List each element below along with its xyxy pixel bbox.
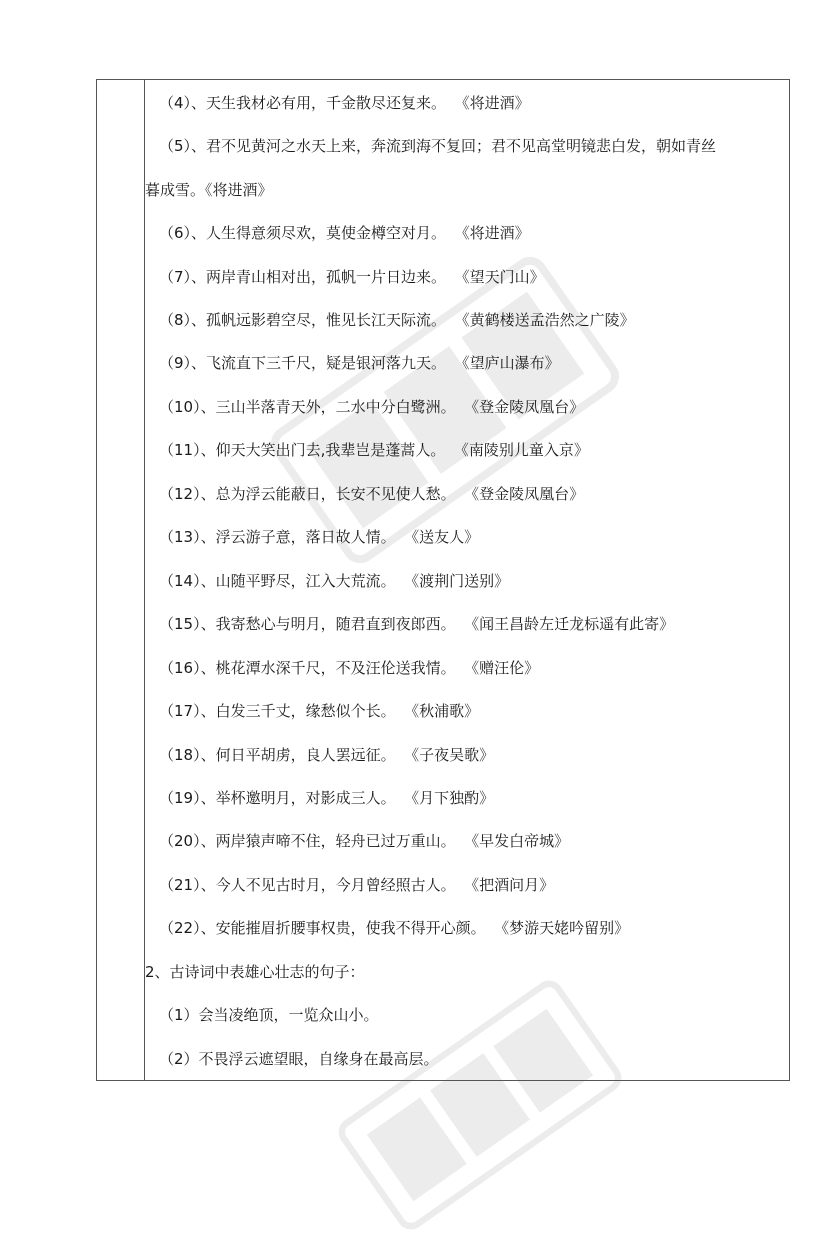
line-source: 《子夜吴歌》 <box>411 746 495 764</box>
line-number: （2） <box>159 1050 199 1068</box>
line-number: （4） <box>159 94 192 112</box>
line-number: （10） <box>159 398 201 416</box>
line-text: 、孤帆远影碧空尽，惟见长江天际流。 <box>191 311 447 329</box>
line-source: 《黄鹤楼送孟浩然之广陵》 <box>462 311 635 329</box>
line-text: 、浮云游子意，落日故人情。 <box>200 528 396 546</box>
poem-line <box>159 93 530 113</box>
poem-line <box>159 267 545 287</box>
poem-line <box>159 701 479 721</box>
line-number: （8） <box>159 311 192 329</box>
line-source: 《早发白帝城》 <box>471 832 570 850</box>
line-text: 、山随平野尽，江入大荒流。 <box>200 572 396 590</box>
line-source: 《送友人》 <box>411 528 480 546</box>
line-number: （1） <box>159 1006 199 1024</box>
line-source: 《渡荆门送别》 <box>411 572 510 590</box>
section-heading <box>145 962 365 982</box>
line-source: 《将进酒》 <box>462 224 530 242</box>
poem-line <box>159 397 584 417</box>
poem-line <box>159 484 584 504</box>
poem-line <box>159 310 635 330</box>
line-text: 、飞流直下三千尺，疑是银河落九天。 <box>191 354 447 372</box>
poem-line <box>159 788 494 808</box>
poem-line <box>159 658 539 678</box>
line-text: 、天生我材必有用，千金散尽还复来。 <box>191 94 447 112</box>
line-text: 不畏浮云遮望眼，自缘身在最高层。 <box>198 1050 439 1068</box>
line-text: 、白发三千丈，缘愁似个长。 <box>200 702 396 720</box>
poem-line <box>159 831 569 851</box>
line-source: 《月下独酌》 <box>411 789 495 807</box>
line-number: （16） <box>159 659 201 677</box>
line-number: （5） <box>159 137 192 155</box>
line-number: （13） <box>159 528 201 546</box>
line-text: 、举杯邀明月，对影成三人。 <box>200 789 396 807</box>
line-text: 、我寄愁心与明月，随君直到夜郎西。 <box>200 615 456 633</box>
line-text: 、君不见黄河之水天上来，奔流到海不复回；君不见高堂明镜悲白发，朝如青丝 <box>191 137 717 155</box>
line-number: （17） <box>159 702 201 720</box>
line-text: 、何日平胡虏，良人罢远征。 <box>200 746 396 764</box>
line-source: 《望天门山》 <box>462 268 545 286</box>
line-text: 、总为浮云能蔽日，长安不见使人愁。 <box>200 485 456 503</box>
line-number: （15） <box>159 615 201 633</box>
line-text: 、两岸青山相对出，孤帆一片日边来。 <box>191 268 447 286</box>
content-table <box>96 79 790 1081</box>
line-number: （22） <box>159 919 201 937</box>
line-source: 《秋浦歌》 <box>411 702 480 720</box>
line-source: 《把酒问月》 <box>471 876 555 894</box>
line-text: 、三山半落青天外，二水中分白鹭洲。 <box>200 398 456 416</box>
line-source: 《南陵别儿童入京》 <box>461 441 589 459</box>
line-text: 会当凌绝顶，一览众山小。 <box>198 1006 379 1024</box>
line-number: （18） <box>159 746 201 764</box>
poem-line <box>159 571 509 591</box>
line-number: （19） <box>159 789 201 807</box>
line-number: （6） <box>159 224 192 242</box>
line-source: 《登金陵凤凰台》 <box>471 398 585 416</box>
line-source: 《闻王昌龄左迁龙标遥有此寄》 <box>471 615 675 633</box>
line-text: 、仰天大笑出门去,我辈岂是蓬蒿人。 <box>200 441 446 459</box>
line-number: （9） <box>159 354 192 372</box>
line-source: 《赠汪伦》 <box>471 659 540 677</box>
line-text: 暮成雪。 <box>145 181 206 199</box>
poem-line <box>159 223 530 243</box>
line-number: （14） <box>159 572 201 590</box>
table-content-cell <box>145 80 789 1080</box>
line-text: 、人生得意须尽欢，莫使金樽空对月。 <box>191 224 447 242</box>
poem-line <box>159 918 629 938</box>
poem-line <box>159 614 674 634</box>
line-text: 、安能摧眉折腰事权贵，使我不得开心颜。 <box>200 919 486 937</box>
line-source: 《将进酒》 <box>205 181 273 199</box>
poem-line <box>159 440 589 460</box>
line-number: （11） <box>159 441 201 459</box>
line-text: 、今人不见古时月，今月曾经照古人。 <box>200 876 456 894</box>
poem-line <box>159 1005 379 1025</box>
line-number: （20） <box>159 832 201 850</box>
line-number: （12） <box>159 485 201 503</box>
poem-line <box>159 875 554 895</box>
poem-line <box>159 745 494 765</box>
line-source: 《望庐山瀑布》 <box>462 354 560 372</box>
table-left-column <box>97 80 145 1080</box>
line-source: 《将进酒》 <box>462 94 530 112</box>
poem-line <box>159 527 479 547</box>
poem-line <box>159 353 560 373</box>
poem-line <box>159 1049 439 1069</box>
line-source: 《梦游天姥吟留别》 <box>501 919 630 937</box>
heading-text: 2、古诗词中表雄心壮志的句子： <box>145 963 365 981</box>
poem-line <box>145 180 273 200</box>
poem-line <box>159 136 732 156</box>
line-number: （7） <box>159 268 192 286</box>
line-text: 、桃花潭水深千尺，不及汪伦送我情。 <box>200 659 456 677</box>
line-source: 《登金陵凤凰台》 <box>471 485 585 503</box>
line-number: （21） <box>159 876 201 894</box>
line-text: 、两岸猿声啼不住，轻舟已过万重山。 <box>200 832 456 850</box>
